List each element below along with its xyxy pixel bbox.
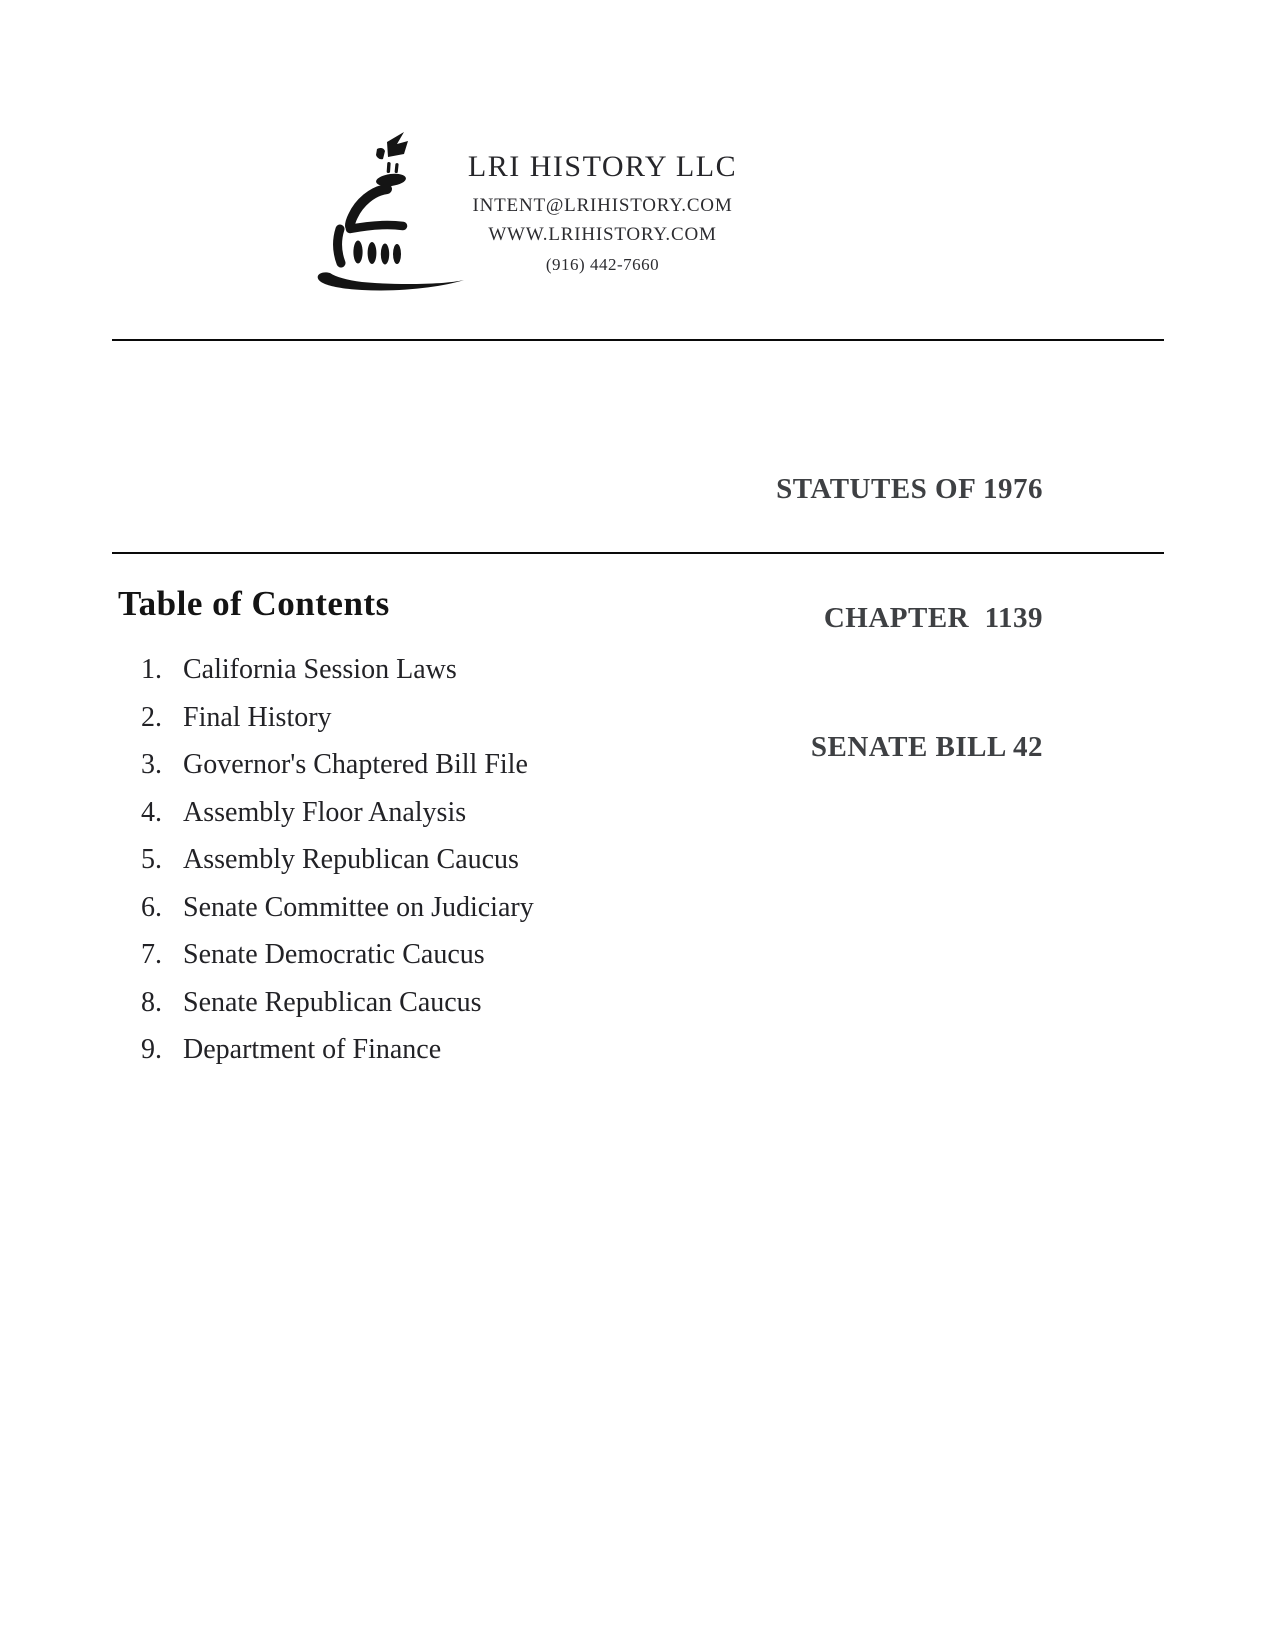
toc-item-department-of-finance [141, 1035, 534, 1064]
toc-item-senate-committee-on-judiciary [141, 893, 534, 922]
toc-item-number: 2. [141, 701, 162, 733]
toc-item-senate-democratic-caucus [141, 940, 534, 969]
toc-heading: Table of Contents [118, 584, 390, 623]
toc-item-label: California Session Laws [183, 654, 457, 685]
toc-item-senate-republican-caucus [141, 988, 534, 1017]
company-email: INTENT@LRIHISTORY.COM [472, 195, 733, 216]
toc-item-label: Governor's Chaptered Bill File [183, 749, 528, 780]
toc-item-number: 8. [141, 986, 162, 1018]
company-website: WWW.LRIHISTORY.COM [488, 224, 717, 245]
statutes-year-line: STATUTES OF 1976 [776, 473, 1043, 505]
statute-reference [776, 382, 1043, 855]
toc-item-final-history [141, 703, 534, 732]
toc-item-label: Assembly Republican Caucus [183, 844, 519, 875]
senate-bill-line: SENATE BILL 42 [810, 731, 1043, 763]
toc-item-label: Department of Finance [183, 1034, 442, 1065]
toc-item-label: Senate Committee on Judiciary [183, 891, 534, 923]
toc-item-governors-chaptered-bill-file [141, 750, 534, 779]
toc-item-label: Assembly Floor Analysis [183, 796, 467, 828]
chapter-line: CHAPTER 1139 [823, 602, 1043, 634]
letterhead [430, 150, 775, 275]
toc-item-number: 5. [141, 844, 162, 875]
divider-top [112, 339, 1164, 341]
company-phone: (916) 442-7660 [545, 255, 660, 274]
toc-item-label: Senate Democratic Caucus [183, 939, 485, 970]
toc-list [141, 655, 534, 1083]
toc-item-number: 7. [141, 939, 162, 970]
toc-item-number: 6. [141, 891, 162, 923]
toc-item-assembly-floor-analysis [141, 798, 534, 827]
toc-item-number: 9. [141, 1034, 162, 1065]
toc-item-assembly-republican-caucus [141, 845, 534, 874]
toc-item-number: 1. [141, 654, 162, 685]
toc-item-label: Senate Republican Caucus [183, 986, 482, 1018]
toc-item-number: 3. [141, 749, 162, 780]
toc-item-california-session-laws [141, 655, 534, 684]
toc-item-label: Final History [183, 701, 332, 733]
toc-item-number: 4. [141, 796, 162, 828]
company-name: LRI HISTORY LLC [467, 150, 738, 183]
